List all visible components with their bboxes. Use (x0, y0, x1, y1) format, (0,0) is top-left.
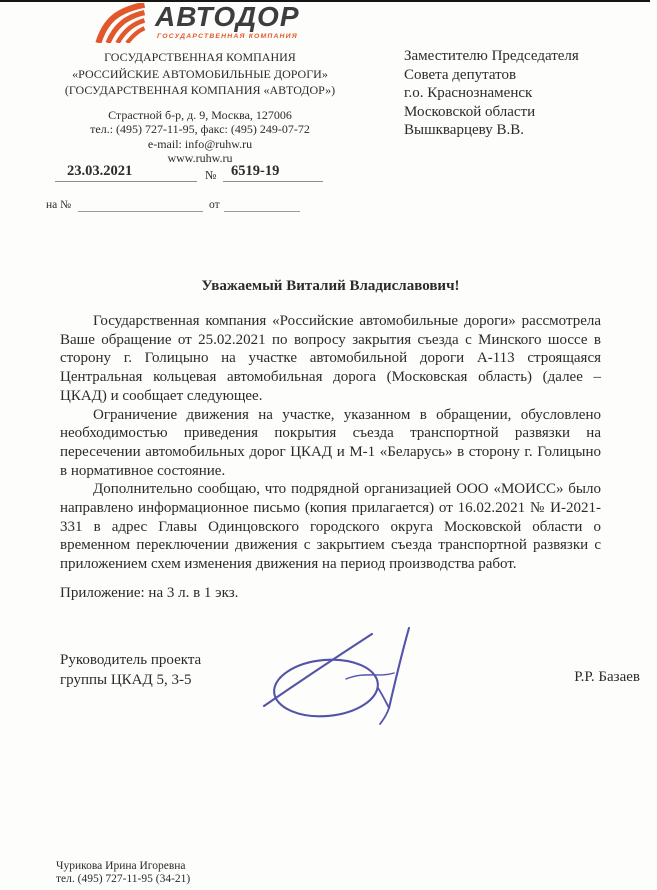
paragraph: Государственная компания «Российские автомобильные дороги» рассмотрела Ваше обращение от 25.02.2021 по вопросу закрытия съезда с Минского шоссе в сторону г. Голицыно на участке автомобильной дороги А-113 строящаяся Центральная кольцевая автомобильная дорога (Московская область) (далее – ЦКАД) и сообщает следующее. (60, 313, 601, 404)
number-sign: № (205, 168, 217, 182)
recipient-line: Заместителю Председателя (404, 48, 579, 64)
sender-name-line1: ГОСУДАРСТВЕННАЯ КОМПАНИЯ (104, 50, 296, 64)
signer-position (60, 651, 280, 690)
sender-address: Страстной б-р, д. 9, Москва, 127006 (108, 107, 292, 122)
reply-number-label: на № (46, 199, 72, 211)
sender-name-line2: «РОССИЙСКИЕ АВТОМОБИЛЬНЫЕ ДОРОГИ» (72, 66, 328, 81)
letter-body (60, 312, 601, 574)
reply-reference-row (46, 196, 301, 213)
recipient-block (404, 47, 634, 140)
sender-website: www.ruhw.ru (167, 151, 233, 165)
road-swoosh-icon (94, 3, 148, 43)
signer-name: Р.Р. Базаев (574, 669, 640, 685)
letter-date: 23.03.2021 (55, 163, 197, 182)
logo-tagline: ГОСУДАРСТВЕННАЯ КОМПАНИЯ (157, 33, 298, 40)
reply-date-blank (224, 196, 300, 212)
signer-position-line1: Руководитель проекта (60, 652, 202, 668)
signer-position-line2: группы ЦКАД 5, 3-5 (60, 671, 192, 688)
paragraph: Ограничение движения на участке, указанном в обращении, обусловлено необходимостью приведения покрытия съезда транспортной развязки на пересечении автомобильных дорог ЦКАД и М-1 «Беларусь» в сторону г. Голицыно в нормативное состояние. (60, 406, 601, 479)
executor-name: Чурикова Ирина Игоревна (56, 860, 186, 872)
recipient-line: Вышкварцеву В.В. (404, 122, 524, 139)
recipient-line: Московской области (404, 103, 536, 120)
attachment-note: Приложение: на 3 л. в 1 экз. (60, 585, 239, 601)
avtodor-logo (94, 2, 300, 43)
sender-email: e-mail: info@ruhw.ru (147, 136, 253, 151)
sender-block (38, 49, 362, 166)
executor-block (56, 860, 190, 886)
sender-name-line3: (ГОСУДАРСТВЕННАЯ КОМПАНИЯ «АВТОДОР») (64, 83, 336, 97)
salutation: Уважаемый Виталий Владиславович! (201, 278, 460, 294)
handwritten-signature (254, 626, 426, 726)
paragraph: Дополнительно сообщаю, что подрядной организацией ООО «МОИСС» было направлено информационное письмо (копия прилагается) от 16.02.2021 № И-2021-331 в адрес Главы Одинцовского городского округа Московской области о временном переключении движения с закрытием съезда транспортной развязки с приложением схем изменения движения на период производства работ. (60, 481, 601, 573)
recipient-line: г.о. Краснознаменск (404, 85, 533, 102)
letter-number: 6519-19 (223, 163, 323, 182)
executor-phone: тел. (495) 727-11-95 (34-21) (56, 873, 191, 885)
sender-phone-fax: тел.: (495) 727-11-95, факс: (495) 249-07-72 (90, 122, 310, 136)
logo-wordmark: АВТОДОР (155, 1, 300, 32)
reply-from-label: от (209, 199, 220, 211)
reference-row (55, 163, 300, 182)
recipient-line: Совета депутатов (404, 66, 517, 83)
reply-number-blank (78, 196, 203, 212)
